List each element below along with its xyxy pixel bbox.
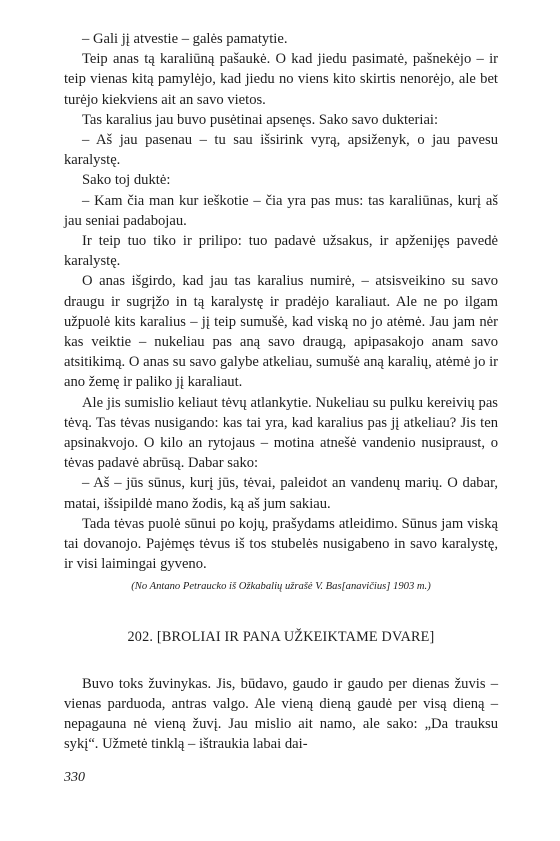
paragraph: Tada tėvas puolė sūnui po kojų, prašydams atleidimo. Sūnus jam viską tai dovanojo. Pajėmęs tėvus iš tos stubelės nusigabeno in savo karalystę, ir visi laimingai gyveno. <box>64 515 498 573</box>
paragraph: – Gali jį atvestie – galės pamatytie. <box>82 31 288 47</box>
source-note: (No Antano Petraucko iš Ožkabalių užrašė V. Bas[anavičius] 1903 m.) <box>131 581 431 593</box>
paragraph: Sako toj duktė: <box>82 172 171 189</box>
page-text-block <box>64 29 498 755</box>
paragraph: Tas karalius jau buvo pusėtinai apsenęs. Sako savo dukteriai: <box>82 111 439 128</box>
paragraph: – Aš – jūs sūnus, kurį jūs, tėvai, paleidot an vandenų marių. O dabar, matai, išsipildė mano žodis, ką aš jum sakiau. <box>64 475 498 512</box>
paragraph: Ir teip tuo tiko ir prilipo: tuo padavė užsakus, ir apženijęs pavedė karalystę. <box>64 233 498 270</box>
paragraph: – Kam čia man kur ieškotie – čia yra pas mus: tas karaliūnas, kurį aš jau seniai padabojau. <box>64 192 498 229</box>
paragraph: – Aš jau pasenau – tu sau išsirink vyrą, apsiženyk, o jau pavesu karalystę. <box>64 132 498 169</box>
paragraph: O anas išgirdo, kad jau tas karalius numirė, – atsisveikino su savo draugu ir sugrįžo in tą karalystę ir pradėjo karaliaut. Ale ne po ilgam užpuolė kits karalius – jį teip sumušė, kad viską no jo atėmė. Jau jam nėr kas veiktie – nukeliau pas aną savo draugą, apipasakojo anam savo atsitikimą. O anas su savo galybe atkeliau, sumušė aną karalių, atėmė jo ir ano žemę ir paliko jį karaliaut. <box>64 273 498 391</box>
page-number: 330 <box>64 770 85 785</box>
paragraph: Teip anas tą karaliūną pašaukė. O kad jiedu pasimatė, pašnekėjo – ir teip vienas kitą pamylėjo, kad jiedu no viens kito skirtis nenorėjo, ale bet turėjo kiekviens ait an savo vietos. <box>64 51 498 108</box>
paragraph: Buvo toks žuvinykas. Jis, būdavo, gaudo ir gaudo per dienas žuvis – vienas parduoda, antras valgo. Ale vieną dieną gaudė per visą dieną – nepagauna nė vieną žuvį. Jau mislio ait namo, ale sako: „Da trauksu sykį“. Užmetė tinklą – ištraukia labai dai- <box>64 675 498 753</box>
story-title: 202. [BROLIAI IR PANA UŽKEIKTAME DVARE] <box>127 629 435 646</box>
paragraph: Ale jis sumislio keliaut tėvų atlankytie. Nukeliau su pulku kereivių pas tėvą. Tas tėvas nusigando: kas tai yra, kad karalius pas jį atkeliau? Jis ten apsinakvojo. O kilo an rytojaus – motina atnešė vandenio nusipraust, o tėvas padavė abrūsą. Dabar sako: <box>64 394 498 472</box>
